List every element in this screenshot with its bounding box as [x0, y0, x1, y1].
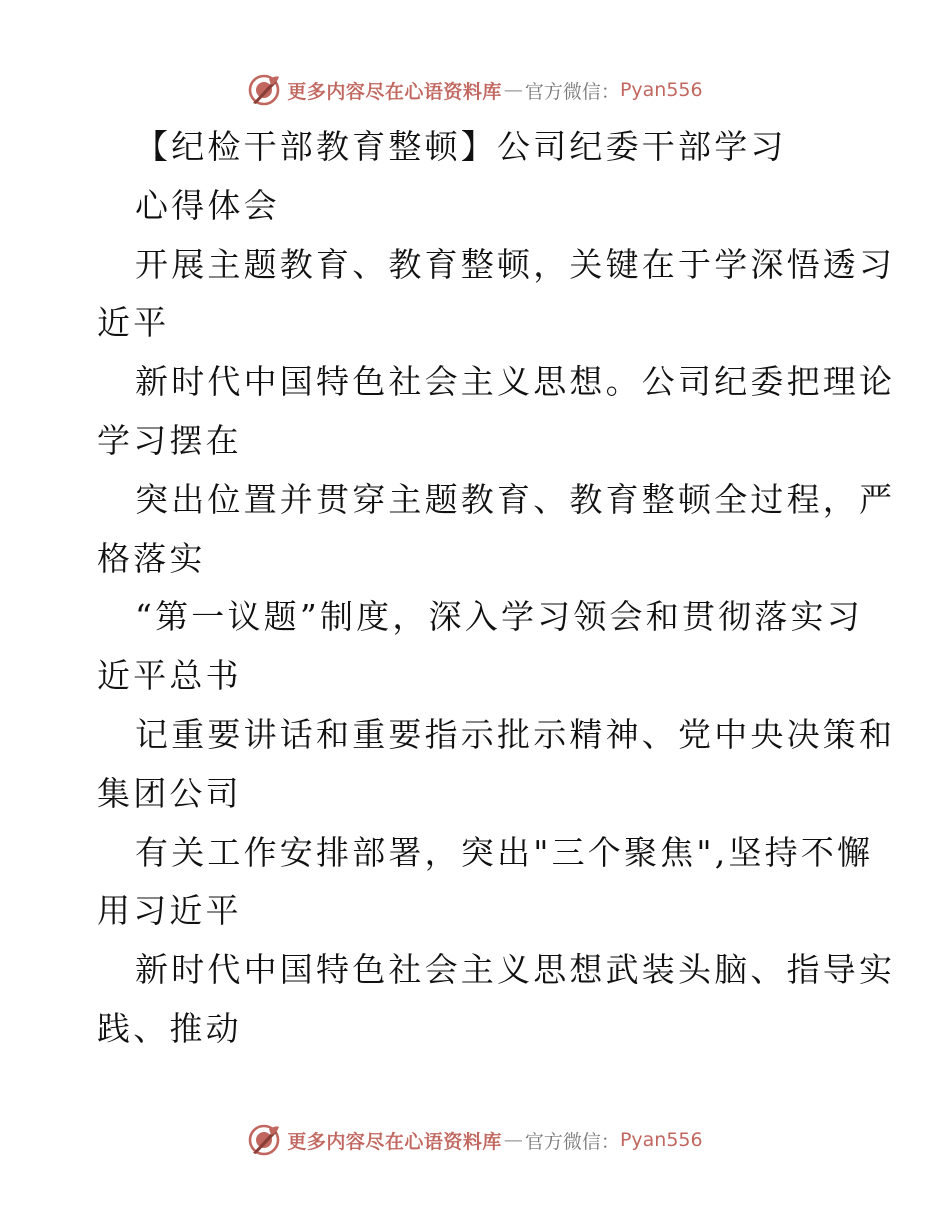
paragraph-line: 践、推动 — [97, 1008, 242, 1048]
document-title-line: 心得体会 — [135, 185, 280, 225]
paragraph-line: 学习摆在 — [97, 420, 242, 460]
quill-pen-logo-icon — [247, 73, 281, 107]
paragraph-line: “第一议题”制度，深入学习领会和贯彻落实习 — [135, 597, 863, 637]
banner-text: 更多内容尽在心语资料库 — [287, 80, 502, 103]
footer-watermark-banner — [0, 1118, 950, 1162]
banner-account: Pyan556 — [619, 1129, 703, 1151]
banner-dash: — — [503, 1129, 523, 1151]
document-title-line: 【纪检干部教育整顿】公司纪委干部学习 — [135, 127, 787, 166]
banner-wechat-label: 官方微信： — [524, 1130, 620, 1153]
document-body — [97, 118, 896, 1059]
header-watermark-banner — [0, 68, 950, 112]
paragraph-line: 开展主题教育、教育整顿，关键在于学深悟透习 — [135, 244, 896, 284]
paragraph-line: 记重要讲话和重要指示批示精神、党中央决策和 — [135, 714, 896, 754]
banner-dash: — — [503, 79, 523, 101]
paragraph-line: 新时代中国特色社会主义思想武装头脑、指导实 — [135, 950, 896, 990]
banner-wechat-label: 官方微信： — [524, 80, 620, 103]
paragraph-line: 格落实 — [97, 538, 206, 578]
paragraph-line: 近平总书 — [97, 656, 242, 696]
banner-text: 更多内容尽在心语资料库 — [287, 1130, 502, 1153]
quill-pen-logo-icon — [247, 1123, 281, 1157]
paragraph-line: 集团公司 — [97, 773, 242, 813]
paragraph-line: 有关工作安排部署，突出"三个聚焦",坚持不懈 — [135, 832, 874, 872]
paragraph-line: 近平 — [97, 303, 170, 343]
paragraph-line: 突出位置并贯穿主题教育、教育整顿全过程，严 — [135, 479, 896, 519]
banner-account: Pyan556 — [619, 79, 703, 101]
paragraph-line: 新时代中国特色社会主义思想。公司纪委把理论 — [135, 362, 896, 402]
paragraph-line: 用习近平 — [97, 891, 242, 931]
